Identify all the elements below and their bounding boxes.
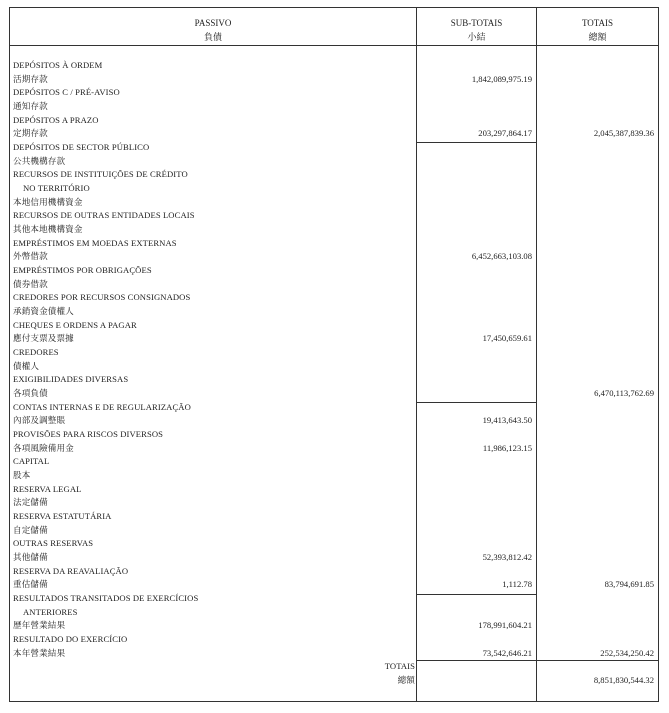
row-total: 83,794,691.85: [604, 579, 654, 590]
row-subtotal: 1,842,089,975.19: [471, 73, 532, 84]
row-label: CONTAS INTERNAS E DE REGULARIZAÇÃO: [13, 401, 191, 412]
row-label: 外幣借款: [13, 251, 48, 262]
table-row: [10, 223, 658, 237]
row-label: CREDORES: [13, 347, 59, 358]
row-label: 債券借款: [13, 278, 48, 289]
header-subtotais-pt: SUB-TOTAIS: [450, 18, 503, 28]
row-subtotal: 19,413,643.50: [482, 415, 532, 426]
header-divider: [10, 45, 658, 46]
header-totais-zh: 總額: [588, 32, 607, 42]
table-row: [10, 141, 658, 155]
row-label: CREDORES POR RECURSOS CONSIGNADOS: [13, 292, 191, 303]
table-row: [10, 332, 658, 346]
row-label: 各項風險備用金: [13, 442, 74, 453]
table-row: [10, 196, 658, 210]
row-label: RESERVA DA REAVALIAÇÃO: [13, 565, 129, 576]
row-label: RESERVA ESTATUTÁRIA: [13, 511, 112, 522]
row-label: EMPRÉSTIMOS POR OBRIGAÇÕES: [13, 265, 152, 276]
table-row: [10, 59, 658, 73]
row-label: 活期存款: [13, 73, 48, 84]
row-label: RECURSOS DE OUTRAS ENTIDADES LOCAIS: [13, 210, 195, 221]
row-label: ANTERIORES: [23, 606, 78, 617]
table-row: [10, 387, 658, 401]
header-passivo-pt: PASSIVO: [194, 18, 232, 28]
header-totais: [537, 16, 658, 44]
row-label: 股本: [13, 470, 31, 481]
table-row: [10, 319, 658, 333]
row-subtotal: 73,542,646.21: [482, 647, 532, 658]
row-label: TOTAIS: [384, 661, 415, 672]
header-passivo: [10, 16, 416, 44]
table-row: [10, 250, 658, 264]
table-row: [10, 483, 658, 497]
table-row: [10, 674, 658, 688]
row-label: 定期存款: [13, 128, 48, 139]
balance-sheet-liabilities-table: [9, 7, 659, 702]
row-subtotal: 11,986,123.15: [482, 442, 532, 453]
row-label: NO TERRITÓRIO: [23, 183, 90, 194]
table-row: [10, 86, 658, 100]
row-label: 重估儲備: [13, 579, 48, 590]
row-label: CAPITAL: [13, 456, 50, 467]
table-row: [10, 455, 658, 469]
row-label: EMPRÉSTIMOS EM MOEDAS EXTERNAS: [13, 237, 177, 248]
row-label: DEPÓSITOS DE SECTOR PÚBLICO: [13, 142, 150, 153]
row-label: 其他本地機構資金: [13, 224, 83, 235]
table-row: [10, 373, 658, 387]
table-row: [10, 155, 658, 169]
row-total: 2,045,387,839.36: [593, 128, 654, 139]
row-label: 總額: [397, 675, 415, 686]
table-row: [10, 360, 658, 374]
row-label: 債權人: [13, 360, 40, 371]
row-total: 6,470,113,762.69: [594, 388, 654, 399]
table-row: [10, 209, 658, 223]
row-label: 公共機構存款: [13, 155, 66, 166]
table-row: [10, 127, 658, 141]
table-row: [10, 633, 658, 647]
table-row: [10, 469, 658, 483]
table-row: [10, 606, 658, 620]
header-subtotais-zh: 小結: [467, 32, 486, 42]
table-row: [10, 237, 658, 251]
row-total: 252,534,250.42: [600, 647, 654, 658]
row-subtotal: 1,112.78: [502, 579, 532, 590]
row-label: DEPÓSITOS C / PRÉ-AVISO: [13, 87, 120, 98]
table-row: [10, 578, 658, 592]
table-row: [10, 551, 658, 565]
table-row: [10, 524, 658, 538]
row-label: 內部及調整賬: [13, 415, 66, 426]
table-row: [10, 510, 658, 524]
table-row: [10, 496, 658, 510]
table-row: [10, 619, 658, 633]
table-row: [10, 660, 658, 674]
row-subtotal: 6,452,663,103.08: [471, 251, 532, 262]
table-row: [10, 264, 658, 278]
row-label: RESULTADO DO EXERCÍCIO: [13, 634, 128, 645]
table-row: [10, 647, 658, 661]
table-row: [10, 428, 658, 442]
table-row: [10, 537, 658, 551]
table-row: [10, 305, 658, 319]
header-passivo-zh: 負債: [203, 32, 222, 42]
row-label: EXIGIBILIDADES DIVERSAS: [13, 374, 129, 385]
row-label: 歷年營業結果: [13, 620, 66, 631]
row-subtotal: 52,393,812.42: [482, 552, 532, 563]
row-label: 各項負債: [13, 388, 48, 399]
row-label: 應付支票及票據: [13, 333, 74, 344]
header-totais-pt: TOTAIS: [581, 18, 614, 28]
row-label: 本年營業結果: [13, 647, 66, 658]
table-row: [10, 182, 658, 196]
table-row: [10, 73, 658, 87]
row-label: 法定儲備: [13, 497, 48, 508]
row-label: CHEQUES E ORDENS A PAGAR: [13, 319, 137, 330]
table-row: [10, 592, 658, 606]
row-label: 其他儲備: [13, 552, 48, 563]
row-label: DEPÓSITOS A PRAZO: [13, 114, 99, 125]
table-row: [10, 565, 658, 579]
row-label: RESULTADOS TRANSITADOS DE EXERCÍCIOS: [13, 593, 199, 604]
row-total: 8,851,830,544.32: [593, 675, 654, 686]
table-row: [10, 168, 658, 182]
row-label: 承銷資金債權人: [13, 306, 74, 317]
row-label: DEPÓSITOS À ORDEM: [13, 60, 103, 70]
row-label: 自定儲備: [13, 524, 48, 535]
table-row: [10, 346, 658, 360]
table-row: [10, 278, 658, 292]
row-label: OUTRAS RESERVAS: [13, 538, 94, 549]
header-subtotais: [417, 16, 536, 44]
row-subtotal: 203,297,864.17: [478, 128, 532, 139]
table-row: [10, 114, 658, 128]
table-row: [10, 414, 658, 428]
row-label: PROVISÕES PARA RISCOS DIVERSOS: [13, 429, 164, 440]
row-label: RESERVA LEGAL: [13, 483, 82, 494]
table-row: [10, 100, 658, 114]
row-label: 本地信用機構資金: [13, 196, 83, 207]
row-label: 通知存款: [13, 101, 48, 111]
table-row: [10, 442, 658, 456]
row-subtotal: 17,450,659.61: [482, 333, 532, 344]
table-row: [10, 401, 658, 415]
table-row: [10, 291, 658, 305]
row-label: RECURSOS DE INSTITUIÇÕES DE CRÉDITO: [13, 169, 188, 180]
row-subtotal: 178,991,604.21: [478, 620, 532, 631]
